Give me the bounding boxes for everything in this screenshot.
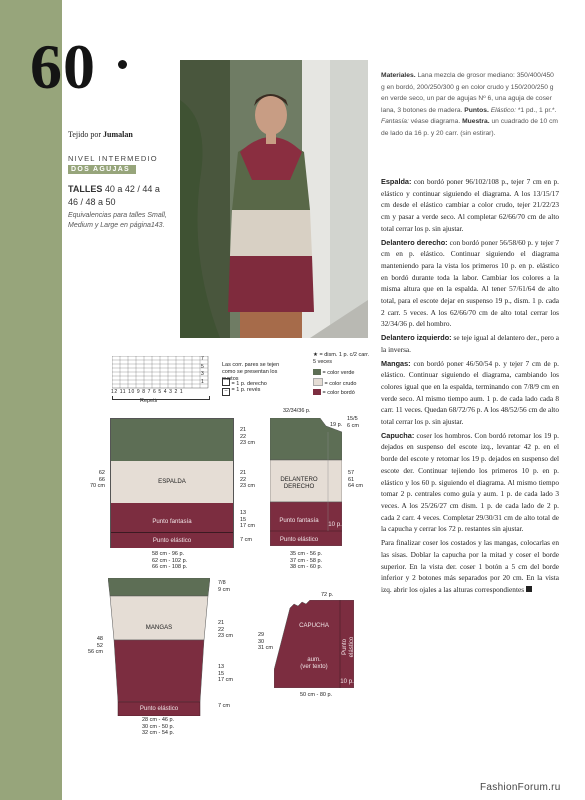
- sleeve-schematic: [108, 578, 210, 716]
- back-seg3: 13 15 17 cm: [240, 510, 255, 530]
- sample-label: Muestra.: [462, 118, 490, 125]
- row-number: 1: [201, 378, 204, 385]
- front-height: 57 61 64 cm: [348, 470, 363, 490]
- hood-label: CAPUCHA: [299, 622, 329, 629]
- cream-swatch-icon: [313, 378, 323, 386]
- back-height: 62 66 70 cm: [90, 470, 105, 490]
- sleeve-seg4: 7 cm: [218, 703, 230, 709]
- instruction-title: Delantero derecho:: [381, 237, 448, 247]
- legend-reverse-text: = 1 p. revés: [231, 387, 261, 393]
- legend-star-text: = dism. 1 p. c/2 carr. 5 veces: [313, 352, 370, 365]
- back-green-band: [111, 419, 233, 461]
- instruction-text: Para finalizar coser los costados y las mangas, colocarlas en las sisas. Doblar la capucha por la mitad y coser el borde superior. En la vista der. coser 1 botón a 5 cm del borde inferior y 2 botones más separados por 20 cm. En la vista izq. abrir los ojales a las alturas correspondientes: [381, 538, 559, 594]
- legend-plain: [222, 378, 267, 387]
- legend-bordo-text: = color bordó: [322, 390, 355, 396]
- instruction-front-left: [381, 332, 559, 355]
- sizes-value: 40 a 42 / 44 a 46 / 48 a 50: [68, 184, 160, 207]
- bordo-swatch-icon: [313, 389, 321, 395]
- instruction-title: Capucha:: [381, 430, 415, 440]
- needles-badge: DOS AGUJAS: [68, 165, 136, 174]
- instruction-title: Espalda:: [381, 177, 412, 186]
- sleeve-shape: [108, 578, 210, 716]
- elastic-label: Elástico:: [490, 106, 516, 114]
- watermark: FashionForum.ru: [480, 782, 561, 793]
- back-schematic: [110, 418, 234, 548]
- hood-border-label: 10 p.: [340, 678, 354, 685]
- points-label: Puntos.: [464, 106, 489, 114]
- instructions-block: [381, 176, 559, 598]
- hood-width: 50 cm - 80 p.: [300, 692, 333, 698]
- legend-bordo: [313, 389, 356, 398]
- sleeve-label: MANGAS: [145, 624, 173, 631]
- equivalences-note: Equivalencias para talles Small, Medium y Large en página143.: [68, 212, 167, 229]
- hood-aum-label: aum. (ver texto): [300, 656, 328, 670]
- hood-top: 72 p.: [321, 592, 334, 598]
- elastic-text: *1 pd., 1 pr.*.: [517, 106, 557, 114]
- sizes-block: [68, 183, 168, 209]
- stitch-grid: [112, 356, 212, 392]
- level-label: NIVEL INTERMEDIO: [68, 154, 158, 163]
- instruction-hood: [381, 430, 559, 535]
- hood-schematic: [274, 600, 354, 688]
- star-icon: ★: [313, 352, 318, 358]
- sizes-label: TALLES: [68, 184, 103, 194]
- back-width: 58 cm - 96 p. 62 cm - 102 p. 66 cm - 108 p.: [152, 551, 188, 571]
- instruction-finish: [381, 537, 559, 596]
- color-legend: [313, 369, 356, 398]
- instruction-text: se teje igual al delantero der., pero a la inversa.: [381, 333, 560, 354]
- sleeve-elastic-label: Punto elástico: [139, 705, 179, 712]
- row-number: 3: [201, 371, 204, 378]
- chart-note: Las corr. pares se tejen como se presentan los puntos: [222, 362, 280, 382]
- back-label: ESPALDA: [158, 478, 186, 485]
- back-seg2: 21 22 23 cm: [240, 470, 255, 490]
- pattern-number: 60: [30, 31, 96, 102]
- back-elastic-band: [111, 532, 233, 548]
- end-square: [526, 586, 532, 592]
- sleeve-seg1: 7/8 9 cm: [218, 580, 230, 593]
- green-swatch-icon: [313, 369, 321, 375]
- legend-reverse: [222, 387, 260, 396]
- front-elastic-label: Punto elástico: [279, 536, 319, 543]
- front-border-label: 10 p.: [328, 521, 342, 528]
- hood-height: 29 30 31 cm: [258, 632, 273, 652]
- materials-label: Materiales.: [381, 72, 416, 79]
- front-label: DELANTERO DERECHO: [280, 476, 318, 490]
- front-fantasy-label: Punto fantasía: [279, 517, 319, 524]
- instruction-title: Delantero izquierdo:: [381, 333, 452, 343]
- chart-col-numbers: 12 11 10 9 8 7 6 5 4 3 2 1: [111, 389, 184, 395]
- designer-credit: [68, 130, 133, 139]
- instruction-front-right: [381, 237, 559, 331]
- instruction-back: [381, 176, 559, 235]
- back-cream-band: [111, 461, 233, 503]
- model-photo: [180, 60, 368, 338]
- designer-prefix: Tejido por: [68, 130, 103, 139]
- front-schematic: [270, 418, 342, 546]
- front-neck-height: 15/5 6 cm: [347, 416, 359, 429]
- sample-text: un cuadrado de 10 cm de lado da 16 p. y 20 carr. (sin estirar).: [381, 118, 558, 137]
- instruction-text: con bordó poner 46/50/54 p. y tejer 7 cm de p. elástico. Continuar siguiendo el diagrama, cambiando los colores igual que en la espalda, terminando con 7/8/9 cm en verde seco. Al mismo tiempo aum. 1 p. de cada lado cada 8 carr. 11 veces. Quedan 68/72/76 p. A los 48/52/56 cm de alto total cerrar los p. sin ajustar.: [381, 358, 559, 427]
- legend-cream-text: = color crudo: [324, 381, 357, 387]
- designer-name: Jumalan: [103, 130, 133, 139]
- back-seg4: 7 cm: [240, 537, 252, 543]
- model-illustration: [180, 60, 368, 338]
- legend-green-text: = color verde: [322, 370, 355, 376]
- instruction-text: coser los hombros. Con bordó retomar los 19 p. dejados en suspenso del escote izq., levantar 42 p. en el borde del escote y retomar los 19 p. dejados en suspenso del escote der. Continuar tejiendo los primeros 10 p. en p. elástico y los 60 p. siguiendo el diagrama. Al mismo tiempo tomar 2 p. centrales como guía y aum. 1 p. de cada lado 3 veces. A los 25/26/27 cm dism. 1 p. de cada lado de 2 p. cada 2 carr. 4 veces. Completar 29/30/31 cm de alto total de la capucha y cerrar los 72 p. restantes sin ajustar.: [381, 430, 560, 534]
- legend-green: [313, 369, 356, 378]
- fantasy-label: Fantasía:: [381, 118, 409, 125]
- legend-star: [313, 352, 373, 365]
- sleeve-height: 48 52 56 cm: [88, 636, 103, 656]
- back-fantasy-label: Punto fantasía: [152, 518, 192, 525]
- materials-block: [381, 70, 559, 139]
- sleeve-seg2: 21 22 23 cm: [218, 620, 233, 640]
- sleeve-seg3: 13 15 17 cm: [218, 664, 233, 684]
- hood-elastic-label: Punto elástico: [341, 636, 355, 658]
- instruction-sleeves: [381, 358, 559, 428]
- number-dot: [118, 60, 127, 69]
- legend-plain-text: = 1 p. derecho: [231, 381, 267, 387]
- chart-row-numbers: [201, 356, 204, 386]
- sidebar-band: [0, 0, 62, 800]
- row-number: 7: [201, 356, 204, 362]
- fantasy-text: véase diagrama.: [410, 118, 461, 125]
- instruction-title: Mangas:: [381, 358, 411, 368]
- materials-text: Lana mezcla de grosor mediano: 350/400/450 g en bordó, 200/250/300 g en color crudo y 150/200/250 g en verde seco, un par de agujas Nº 6, una aguja de coser lana, 3 botones de madera.: [381, 72, 554, 114]
- instruction-text: con bordó poner 56/58/60 p. y tejer 7 cm en p. elástico. Continuar siguiendo el diagrama manteniendo para la vista los primeros 10 p. en p. elástico en bordó durante toda la labor. Cambiar los colores a la misma altura que en la espalda. Al tener 57/61/64 de alto total, para el escote dejar en suspenso 19 p., dism. 1 p. cada 2 carr. 5 veces. A los 62/66/70 cm de alto total cerrar los 32/34/36 p. del hombro.: [381, 237, 560, 329]
- sleeve-width: 28 cm - 46 p. 30 cm - 50 p. 32 cm - 54 p.: [142, 717, 175, 737]
- row-number: 5: [201, 363, 204, 370]
- legend-cream: [313, 378, 356, 389]
- reverse-stitch-icon: –: [222, 388, 230, 396]
- instruction-text: con bordó poner 96/102/108 p., tejer 7 cm en p. elástico y continuar siguiendo el diagrama. A los 13/15/17 cm desde el elástico cambiar a color crudo, tejer 21/22/23 cm y pasar a verde seco. Al completar 62/66/70 cm de alto total cerrar los p. sin ajustar.: [381, 177, 559, 233]
- back-bordo-band: [111, 503, 233, 532]
- repeat-bracket: [112, 396, 210, 400]
- front-width: 35 cm - 56 p. 37 cm - 58 p. 38 cm - 60 p.: [290, 551, 323, 571]
- front-neck: 19 p.: [330, 422, 343, 428]
- repeat-label: Repetir: [140, 398, 158, 404]
- back-elastic-label: Punto elástico: [152, 537, 192, 544]
- back-seg1: 21 22 23 cm: [240, 427, 255, 447]
- front-shoulder: 32/34/36 p.: [283, 408, 311, 414]
- plain-stitch-icon: [222, 378, 230, 386]
